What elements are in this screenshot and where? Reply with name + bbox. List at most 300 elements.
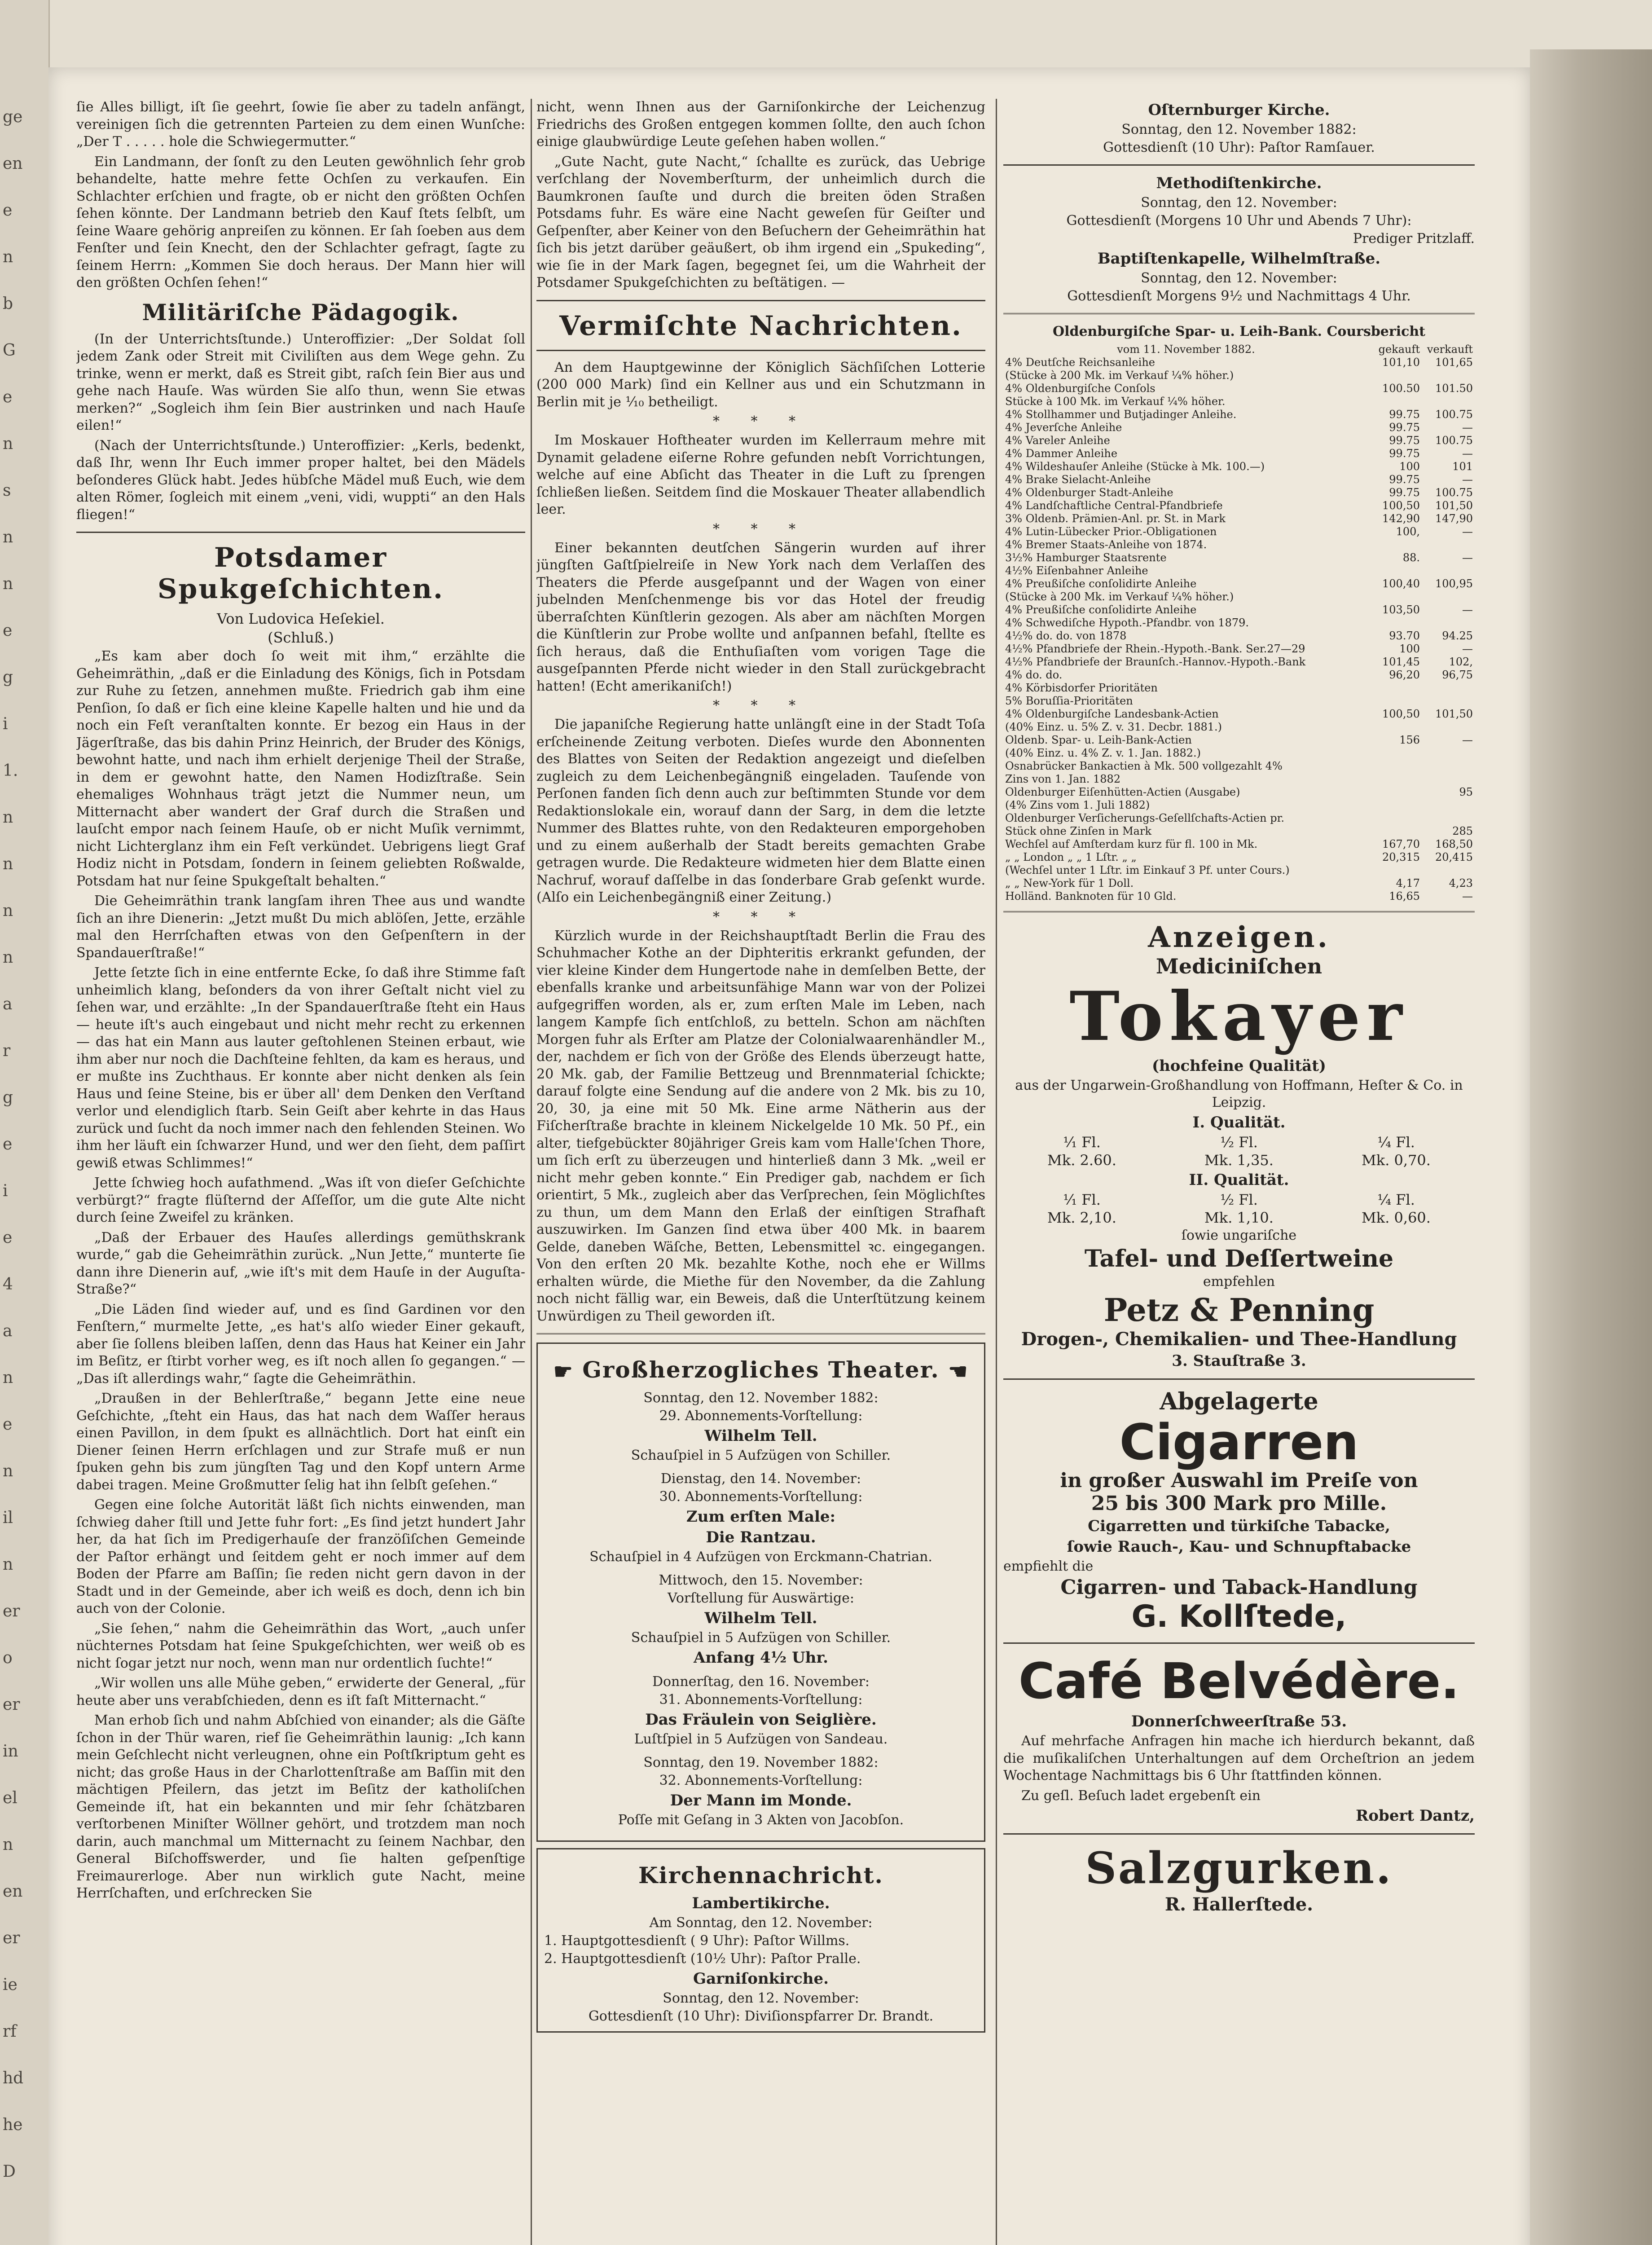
ad-cigar-title: Cigarren (1119, 1413, 1359, 1471)
price-bought: 100.50 (1382, 382, 1420, 395)
article-note: (Schluß.) (268, 629, 334, 646)
ad-quality: (hochfeine Qualität) (1152, 1057, 1326, 1075)
price-sold: 100.75 (1435, 408, 1473, 421)
price-sold: 20,415 (1435, 851, 1473, 863)
star-separator-icon: * * * (712, 414, 809, 429)
ad-shop-type: Drogen-, Chemikalien- und Thee-Handlung (1021, 1329, 1457, 1350)
theater-performances (544, 1390, 978, 1829)
margin-fragment: n (3, 1462, 13, 1480)
course-row (1003, 877, 1475, 890)
course-row (1003, 512, 1475, 525)
security-name: 4% Jeverſche Anleihe (1005, 421, 1122, 434)
price-bought: 99.75 (1389, 434, 1420, 447)
security-name: 4½% do. do. von 1878 (1005, 629, 1127, 642)
church-date: Sonntag, den 12. November: (1141, 195, 1337, 211)
margin-fragment: n (3, 948, 13, 967)
margin-fragment: n (3, 808, 13, 827)
price-sold (1422, 395, 1475, 408)
security-name: 4½% Pfandbriefe der Braunſch.-Hannov.-Hypoth.-Bank (1005, 656, 1306, 668)
price-sold: 95 (1459, 786, 1473, 798)
security-name: (Stücke à 200 Mk. im Verkauf ¼% höher.) (1005, 590, 1234, 603)
ad-cafe-text: Auf mehrfache Anfragen hin mache ich hierdurch bekannt, daß die muſikaliſchen Unterhaltungen auf dem Orcheſtrion an jedem Wochentage Nachmittags bis 6 Uhr ſtattfinden können. (1003, 1733, 1475, 1783)
margin-fragment: er (3, 1695, 20, 1714)
performance-line: Donnerſtag, den 16. November: (652, 1674, 870, 1690)
margin-fragment: n (3, 528, 13, 546)
service-line: 1. Hauptgottesdienſt ( 9 Uhr): Paſtor Willms. (544, 1933, 850, 1949)
ad-wines: Tafel- und Deſſertweine (1084, 1245, 1394, 1272)
star-separator-icon: * * * (712, 909, 809, 925)
price-bought: 99.75 (1389, 408, 1420, 421)
margin-fragment: e (3, 388, 13, 406)
margin-fragment: e (3, 201, 13, 220)
price-bought (1369, 369, 1422, 382)
price-bought (1369, 786, 1422, 799)
article-title: Potsdamer Spukgeſchichten. (158, 542, 444, 605)
margin-fragment: a (3, 995, 13, 1013)
margin-fragment: r (3, 1042, 11, 1060)
price-sold: — (1462, 447, 1473, 460)
price-sold: 4,23 (1449, 877, 1473, 889)
paragraph: „Draußen in der Behlerſtraße,“ begann Jette eine neue Geſchichte, „ſteht ein Haus, das hat nach dem Waſſer heraus einen Pavillon, in dem ſpukt es allnächtlich. Dort hat einſt ein Diener ſeinen Herrn erſchlagen und zur Strafe muß er nun ſpuken gehn bis zum jüngſten Tag und den Kopf untern Arme dabei tragen. Meine Großmutter ſelig hat ihn ſelbſt geſehen.“ (76, 1391, 525, 1493)
price-sold: — (1462, 525, 1473, 538)
margin-fragment: el (3, 1789, 18, 1807)
performance (544, 1572, 978, 1667)
course-row (1003, 434, 1475, 447)
price-bought: 100 (1399, 643, 1420, 655)
performance-line: Schauſpiel in 5 Aufzügen von Schiller. (631, 1448, 891, 1463)
price-sold: 285 (1452, 825, 1473, 837)
price-bought (1369, 812, 1422, 825)
price-bought (1369, 760, 1422, 773)
price-sold: 100.75 (1435, 486, 1473, 499)
course-row (1003, 447, 1475, 460)
column-header-bought: gekauft (1378, 343, 1420, 356)
security-name: 4% Oldenburgiſche Landesbank-Actien (1005, 708, 1219, 720)
price-sold (1422, 590, 1475, 603)
course-row (1003, 643, 1475, 656)
price-bought: 100 (1399, 460, 1420, 473)
margin-fragment: en (3, 154, 23, 173)
security-name: Stück ohne Zinſen in Mark (1005, 825, 1151, 837)
course-row (1003, 669, 1475, 682)
paragraph: „Wir wollen uns alle Mühe geben,“ erwiderte der General, „für heute aber uns verabſchieden, denn es iſt faſt Mitternacht.“ (76, 1675, 525, 1708)
course-row (1003, 695, 1475, 708)
course-row (1003, 786, 1475, 799)
price-bought: 101,10 (1382, 356, 1420, 369)
column-3 (1003, 99, 1475, 2245)
margin-fragment: n (3, 1555, 13, 1574)
performance (544, 1390, 978, 1464)
performance-line: Poſſe mit Geſang in 3 Akten von Jacobſon. (618, 1812, 904, 1828)
paragraph: Ein Landmann, der ſonſt zu den Leuten gewöhnlich ſehr grob behandelte, hatte mehre fette Ochſen zu verkaufen. Ein Schlachter erſchien und fragte, ob er nicht den größten Ochſen ſehen könnte. Der Landmann betrieb den Kauf ſtets ſelbſt, um ſeine Waare gehörig anpreiſen zu können. Er ſah ſoeben aus dem Fenſter und ſein Knecht, den der Schlachter gefragt, ſagte zu ſeinem Herrn: „Kommen Sie doch heraus. Der Mann hier will den größten Ochſen ſehen!“ (76, 154, 525, 291)
margin-fragment: ge (3, 108, 23, 126)
margin-fragment: 1. (3, 762, 18, 780)
performance-line: Das Fräulein von Seiglière. (645, 1711, 877, 1729)
church-name: Lambertikirche. (692, 1894, 830, 1912)
course-row (1003, 721, 1475, 734)
performance-line: Wilhelm Tell. (704, 1609, 817, 1627)
course-row (1003, 473, 1475, 486)
paragraph: Gegen eine ſolche Autorität läßt ſich nichts einwenden, man ſchwieg daher ſtill und Jette fuhr fort: „Es ſind jetzt hundert Jahr her, da hat ſich im Predigerhauſe der franzöſiſchen Gemeinde der Paſtor erhängt und ſeitdem geht er noch immer auf dem Boden der Pfarre am Baſſin; ſie reden nicht gern davon in der Stadt und in der Gemeinde, aber ich weiß es doch, denn ich bin auch von der Colonie. (76, 1497, 525, 1616)
course-row (1003, 851, 1475, 864)
margin-fragment: g (3, 668, 13, 687)
performance-line: Sonntag, den 19. November 1882: (643, 1755, 879, 1770)
security-name: 4% Lutin-Lübecker Prior.-Obligationen (1005, 525, 1217, 538)
course-row (1003, 682, 1475, 695)
price-bought: 99.75 (1389, 421, 1420, 434)
church-date: Am Sonntag, den 12. November: (649, 1915, 873, 1931)
price-sold: 102, (1449, 656, 1473, 668)
price-bought: 16,65 (1389, 890, 1420, 902)
security-name: (4% Zins vom 1. Juli 1882) (1005, 799, 1150, 811)
service-line: 2. Hauptgottesdienſt (10½ Uhr): Paſtor Pralle. (544, 1951, 861, 1967)
adjacent-page-margin (0, 0, 50, 2245)
separator (1003, 1378, 1475, 1380)
price-bought (1369, 747, 1422, 760)
course-row (1003, 538, 1475, 551)
course-row (1003, 616, 1475, 629)
price-sold: 100.75 (1435, 434, 1473, 447)
course-table (1003, 343, 1475, 903)
prices-quality-1: Mk. 2.60. Mk. 1,35. Mk. 0,70. (1047, 1152, 1431, 1169)
margin-fragment: n (3, 575, 13, 593)
paragraph: ſie Alles billigt, iſt ſie geehrt, ſowie ſie aber zu tadeln anfängt, vereinigen ſich die getrennten Parteien zu dem einen Wunſche: „Der T . . . . . hole die Schwiegermutter.“ (76, 99, 525, 150)
security-name: 4% Stollhammer und Butjadinger Anleihe. (1005, 408, 1237, 421)
star-separator-icon: * * * (712, 698, 809, 713)
paragraph: Man erhob ſich und nahm Abſchied von einander; als die Gäſte ſchon in der Thür waren, rief ſie Geheimräthin launig: „Ich kann mein Geſchlecht nicht verleugnen, ohne ein Poſtſkriptum geht es nicht; das große Haus in der Charlottenſtraße am Baſſin mit den mächtigen Pfeilern, das jetzt im Beſitz der katholiſchen Gemeinde iſt, hat ein bekannten und mir ſehr ſchätzbaren verſtorbenen Miniſter Wöllner gehört, und trotzdem man noch darin, auch manchmal um Mitternacht zu ſeinem Nachbar, den General Biſchoffswerder, und ſie halten geſpenſtige Freimaurerloge. Aber nun wirklich gute Nacht, meine Herrſchaften, und erſchrecken Sie (76, 1712, 525, 1901)
price-sold (1422, 747, 1475, 760)
service-line: Gottesdienſt (10 Uhr): Paſtor Ramſauer. (1103, 140, 1375, 155)
performance (544, 1754, 978, 1829)
security-name: 4% Bremer Staats-Anleihe von 1874. (1005, 538, 1207, 551)
pointing-hand-icon: ☛ (553, 1359, 574, 1384)
performance-line: Luſtſpiel in 5 Aufzügen von Sandeau. (634, 1731, 888, 1747)
security-name: 4% do. do. (1005, 669, 1063, 681)
performance (544, 1470, 978, 1566)
margin-fragment: hd (3, 2069, 24, 2087)
security-name: 4% Oldenburgiſche Conſols (1005, 382, 1156, 395)
separator (1003, 1642, 1475, 1644)
margin-fragment: n (3, 435, 13, 453)
course-row (1003, 369, 1475, 382)
ad-cigarettes: Cigarretten und türkiſche Tabacke, (1088, 1517, 1390, 1535)
ad-cafe-title: Café Belvédère. (1018, 1652, 1460, 1710)
performance (544, 1673, 978, 1748)
ad-tobacco-shop: Cigarren- und Taback-Handlung (1060, 1576, 1418, 1599)
ad-recommends: empfiehlt die (1003, 1558, 1094, 1574)
margin-fragment: n (3, 902, 13, 920)
security-name: Zins von 1. Jan. 1882 (1005, 773, 1121, 785)
course-rows (1003, 356, 1475, 903)
theater-title: ☛ Großherzogliches Theater. ☚ (553, 1356, 969, 1384)
price-bought (1369, 564, 1422, 577)
ad-cigar-range: in großer Auswahl im Preiſe von (1060, 1469, 1418, 1492)
margin-fragment: i (3, 1182, 8, 1200)
security-name: 4% Oldenburger Stadt-Anleihe (1005, 486, 1173, 499)
section-title: Vermiſchte Nachrichten. (559, 310, 962, 342)
performance-line: Dienstag, den 14. November: (660, 1471, 861, 1487)
price-bought (1369, 773, 1422, 786)
course-row (1003, 864, 1475, 877)
performance-line: Schauſpiel in 4 Aufzügen von Erckmann-Chatrian. (589, 1549, 932, 1565)
price-sold: — (1462, 551, 1473, 564)
service-line: Gottesdienſt (10 Uhr): Diviſionspfarrer Dr. Brandt. (588, 2008, 934, 2024)
security-name: 4% Landſchaftliche Central-Pfandbriefe (1005, 499, 1223, 512)
course-row (1003, 577, 1475, 590)
price-sold: 96,75 (1442, 669, 1473, 681)
price-sold (1422, 695, 1475, 708)
price-bought (1369, 616, 1422, 629)
security-name: 4% Wildeshauſer Anleihe (Stücke à Mk. 100.—) (1005, 460, 1265, 473)
news-item: Im Moskauer Hoftheater wurden im Kellerraum mehre mit Dynamit geladene eiſerne Rohre gefunden nebſt Vorrichtungen, welche auf eine Abſicht das Theater in die Luft zu ſprengen ſchließen ließen. Seitdem ſind die Moskauer Theater allabendlich leer. (536, 432, 985, 517)
margin-fragment: in (3, 1742, 18, 1761)
price-bought: 103,50 (1382, 603, 1420, 616)
ad-tobacco: ſowie Rauch-, Kau- und Schnupftabacke (1067, 1538, 1411, 1556)
ad-cafe-owner: Robert Dantz, (1356, 1806, 1475, 1825)
course-row (1003, 825, 1475, 838)
price-bought (1369, 825, 1422, 838)
church-date: Sonntag, den 12. November: (663, 1990, 859, 2006)
preacher: Prediger Pritzlaff. (1353, 231, 1475, 247)
margin-fragment: a (3, 1322, 13, 1340)
price-bought: 156 (1399, 734, 1420, 746)
ad-quality-2: II. Qualität. (1189, 1171, 1289, 1189)
price-bought: 88. (1402, 551, 1420, 564)
course-row (1003, 760, 1475, 773)
margin-fragment: s (3, 481, 11, 500)
course-row (1003, 356, 1475, 369)
price-sold: — (1462, 643, 1473, 655)
security-name: 4% Preußiſche conſolidirte Anleihe (1005, 603, 1197, 616)
paragraph: Jette ſchwieg hoch aufathmend. „Was iſt von dieſer Geſchichte verbürgt?“ fragte flüſternd der Aſſeſſor, um die gute Alte nicht durch ſeine Zweifel zu kränken. (76, 1175, 525, 1225)
margin-fragment: D (3, 2162, 16, 2181)
church-name: Baptiſtenkapelle, Wilhelmſtraße. (1097, 250, 1381, 268)
price-bought: 167,70 (1382, 838, 1420, 850)
service-line: Gottesdienſt Morgens 9½ und Nachmittags 4 Uhr. (1067, 288, 1411, 304)
price-bought: 100,50 (1382, 708, 1420, 720)
price-sold (1422, 616, 1475, 629)
price-sold: 101 (1452, 460, 1473, 473)
margin-fragment: ie (3, 1976, 18, 1994)
margin-fragment: i (3, 715, 8, 733)
paragraph: „Daß der Erbauer des Hauſes allerdings gemüthskrank wurde,“ gab die Geheimräthin zurück. „Nun Jette,“ munterte ſie dann ihre Dienerin auf, „wie iſt's mit dem Hauſe in der Auguſta-Straße?“ (76, 1229, 525, 1297)
security-name: 4½% Eiſenbahner Anleihe (1005, 564, 1148, 577)
ad-cafe-invite: Zu geſl. Beſuch ladet ergebenſt ein (1021, 1787, 1261, 1804)
margin-fragment: n (3, 248, 13, 266)
security-name: „ „ New-York für 1 Doll. (1005, 877, 1134, 889)
margin-fragment: b (3, 295, 13, 313)
performance-line: Mittwoch, den 15. November: (659, 1572, 863, 1588)
news-item: An dem Hauptgewinne der Königlich Sächſiſchen Lotterie (200 000 Mark) ſind ein Kellner aus und ein Schutzmann in Berlin mit je ¹⁄₁₀ betheiligt. (536, 359, 985, 410)
course-row (1003, 486, 1475, 499)
security-name: (40% Einz. u. 4% Z. v. 1. Jan. 1882.) (1005, 747, 1201, 759)
section-title: Militäriſche Pädagogik. (142, 299, 460, 326)
price-sold (1422, 864, 1475, 877)
price-bought: 100, (1396, 525, 1420, 538)
price-sold (1422, 538, 1475, 551)
price-sold: 147,90 (1435, 512, 1473, 525)
price-bought: 99.75 (1389, 447, 1420, 460)
price-bought (1369, 682, 1422, 695)
separator (1003, 313, 1475, 314)
security-name: 3% Oldenb. Prämien-Anl. pr. St. in Mark (1005, 512, 1226, 525)
security-name: 4% Brake Sielacht-Anleihe (1005, 473, 1151, 486)
price-bought: 4,17 (1396, 877, 1420, 889)
pointing-hand-icon: ☚ (948, 1359, 969, 1384)
course-row (1003, 551, 1475, 564)
church-notice (536, 1848, 985, 2033)
course-row (1003, 838, 1475, 851)
course-row (1003, 629, 1475, 643)
security-name: 4% Dammer Anleihe (1005, 447, 1118, 460)
price-bought: 93.70 (1389, 629, 1420, 642)
course-report-title: Oldenburgiſche Spar- u. Leih-Bank. Coursbericht (1052, 324, 1426, 339)
security-name: (Wechſel unter 1 Lſtr. im Einkauf 3 Pf. unter Cours.) (1005, 864, 1290, 876)
security-name: 4% Preußiſche conſolidirte Anleihe (1005, 577, 1197, 590)
ad-salz-seller: R. Hallerſtede. (1164, 1893, 1314, 1915)
column-2 (536, 99, 985, 2245)
security-name: Osnabrücker Bankactien à Mk. 500 vollgezahlt 4% (1005, 760, 1283, 772)
bottle-sizes: ¹⁄₁ Fl. ½ Fl. ¼ Fl. (1063, 1191, 1415, 1208)
separator (1003, 164, 1475, 166)
performance-line: Zum erſten Male: (686, 1508, 836, 1526)
ad-salz-title: Salzgurken. (1085, 1842, 1393, 1893)
price-sold: 101,50 (1435, 499, 1473, 512)
performance-line: Sonntag, den 12. November 1882: (643, 1390, 879, 1406)
price-sold: 168,50 (1435, 838, 1473, 850)
margin-fragment: n (3, 855, 13, 873)
ad-cigar-price: 25 bis 300 Mark pro Mille. (1091, 1492, 1387, 1515)
margin-fragment: e (3, 1415, 13, 1434)
price-bought (1369, 395, 1422, 408)
price-sold (1422, 812, 1475, 825)
price-bought (1369, 799, 1422, 812)
binding-edge (1530, 49, 1652, 2245)
price-bought (1369, 721, 1422, 734)
price-bought (1369, 695, 1422, 708)
price-sold (1422, 799, 1475, 812)
paragraph: „Es kam aber doch ſo weit mit ihm,“ erzählte die Geheimräthin, „daß er die Einladung des Königs, ſich in Potsdam zur Ruhe zu ſetzen, annehmen mußte. Friedrich gab ihm eine Penſion, ſo daß er ſich eine kleine Kapelle halten und hie und da noch ein Feſt veranſtalten konnte. Er bezog ein Haus in der Jägerſtraße, das bis dahin Prinz Heinrich, der Bruder des Königs, bewohnt hatte, und nach ihm erhielt derjenige Theil der Straße, in dem er gewohnt hatte, den Namen Hodizſtraße. Sein ehemaliges Wohnhaus trägt jetzt die Nummer neun, um Mitternacht aber wandert der Graf durch die Straßen und lauſcht empor nach ſeinem Hauſe, ob er nicht Muſik vernimmt, nicht Lichterglanz ihm ein Feſt verkündet. Uebrigens liegt Graf Hodiz nicht in Potsdam, ſondern in ſeinem geliebten Roßwalde, Potsdam hat nur ſeine Spukgeſtalt behalten.“ (76, 648, 525, 889)
performance-line: 32. Abonnements-Vorſtellung: (659, 1773, 863, 1788)
ad-cigar-aged: Abgelagerte (1160, 1388, 1318, 1415)
paragraph: „Die Läden ſind wieder auf, und es ſind Gardinen vor den Fenſtern,“ murmelte Jette, „es hat's alſo wieder Einer gekauft, aber ſie ſollens bleiben laſſen, denn das Haus hat Keiner ein Jahr im Beſitz, er ſtirbt vorher weg, es iſt noch allen ſo gegangen.“ — „Das iſt allerdings wahr,“ ſagte die Geheimräthin. (76, 1301, 525, 1387)
star-separator-icon: * * * (712, 521, 809, 537)
security-name: „ „ London „ „ 1 Lſtr. „ „ (1005, 851, 1137, 863)
course-row (1003, 773, 1475, 786)
security-name: Wechſel auf Amſterdam kurz für fl. 100 in Mk. (1005, 838, 1258, 850)
security-name: (40% Einz. u. 5% Z. v. 31. Decbr. 1881.) (1005, 721, 1222, 733)
church-name: Oſternburger Kirche. (1148, 101, 1330, 119)
price-sold (1422, 682, 1475, 695)
course-report (1003, 322, 1475, 903)
col1-intro (76, 99, 525, 292)
service-line: Gottesdienſt (Morgens 10 Uhr und Abends 7 Uhr): (1066, 213, 1412, 229)
column-1 (76, 99, 525, 2245)
margin-fragment: il (3, 1509, 13, 1527)
news-item: Einer bekannten deutſchen Sängerin wurden auf ihrer jüngſten Gaſtſpielreiſe in New York nach dem Verlaſſen des Theaters die Pferde ausgeſpannt und der Wagen von einer jubelnden Menſchenmenge bis vor das Hotel der freudig überraſchten Künſtlerin gezogen. Als aber am nächſten Morgen die Künſtlerin zur Probe wollte und anſpannen befahl, ſtellte es ſich heraus, daß die Enthuſiaſten vom vorigen Tage die ausgeſpannten Pferde nicht wieder in den Stall zurückgebracht hatten! (Echt amerikaniſch!) (536, 540, 985, 694)
prices-quality-2: Mk. 2,10. Mk. 1,10. Mk. 0,60. (1047, 1209, 1431, 1226)
margin-fragment: e (3, 621, 13, 640)
course-row (1003, 812, 1475, 825)
separator (536, 300, 985, 301)
ad-tokayer-subtitle: Mediciniſchen (1156, 954, 1322, 978)
price-sold: 101.50 (1435, 382, 1473, 395)
price-sold (1422, 369, 1475, 382)
separator (1003, 911, 1475, 912)
course-row (1003, 890, 1475, 903)
margin-fragment: en (3, 1882, 23, 1901)
security-name: 4% Vareler Anleihe (1005, 434, 1110, 447)
ad-kollstede: G. Kollſtede, (1131, 1599, 1347, 1634)
paragraph: nicht, wenn Ihnen aus der Garniſonkirche der Leichenzug Friedrichs des Großen entgegen kommen ſollte, den auch ſchon einige glaubwürdige Leute geſehen haben wollen.“ (536, 99, 985, 150)
price-sold: — (1462, 890, 1473, 902)
price-bought (1369, 590, 1422, 603)
course-row (1003, 525, 1475, 538)
course-row (1003, 499, 1475, 512)
column-rule (531, 99, 532, 2245)
performance-line: 31. Abonnements-Vorſtellung: (659, 1692, 863, 1708)
price-sold: — (1462, 603, 1473, 616)
price-sold: — (1462, 734, 1473, 746)
paragraph: Jette ſetzte ſich in eine entfernte Ecke, ſo daß ihre Stimme faſt unheimlich klang, beſonders da von ihrer Geſtalt nicht viel zu ſehen war, und erzählte: „In der Spandauerſtraße ſteht ein Haus — heute iſt's auch eingebaut und nicht mehr recht zu erkennen — das hat ein Mann aus lauter geſtohlenen Steinen erbaut, wie ihm aber nur noch die Dachſteine fehlten, da kam es heraus, und er mußte ins Zuchthaus. Er konnte aber nicht denken als ſein Haus und ſeine Steine, bis er über all' dem Denken den Verſtand verlor und elendiglich ſtarb. Sein Geiſt aber kehrte in das Haus zurück und ſucht da noch immer nach den fehlenden Steinen. Wo ihm her läuft ein ſchwarzer Hund, und wer den ſieht, dem paſſirt gewiß etwas Schlimmes!“ (76, 965, 525, 1171)
price-bought: 99.75 (1389, 486, 1420, 499)
course-row (1003, 395, 1475, 408)
price-bought: 100,50 (1382, 499, 1420, 512)
security-name: 4% Deutſche Reichsanleihe (1005, 356, 1156, 369)
news-item: Kürzlich wurde in der Reichshauptſtadt Berlin die Frau des Schuhmacher Kothe an der Diphteritis erkrankt gefunden, der vier kleine Kinder dem Hungertode nahe in demſelben Bette, der ebenfalls kranke und arbeitsunfähige Mann war von der Polizei aufgegriffen worden, als er, zum erſten Male im Leben, nach langem Kampfe ſich entſchloß, zu betteln. Schon am nächſten Morgen fuhr als Erſter am Platze der Colonialwaarenhändler M., der, nachdem er ſich von der Größe des Elends überzeugt hatte, 20 Mk. gab, der Familie Bettzeug und Brennmaterial ſchickte; darauf folgte eine Sendung auf die andere von 2 Mk. bis zu 10, 20, 30, ja eine mit 50 Mk. Eine arme Nätherin aus der Fiſcherſtraße brachte in kleinem Nickelgelde 10 Mk. 50 Pf., ein alter, tiefgebückter 80jähriger Greis kam vom Halle'ſchen Thore, um ſich erſt zu überzeugen und hinterließ dann 3 Mk. „weil er nicht mehr geben konnte.“ Ein Prediger gab, nachdem er ſich orientirt, 5 Mk., zugleich aber das Verſprechen, ſein Möglichſtes zu thun, um dem Mann den Erlaß der einſtigen Strafhaft auszuwirken. Im Ganzen ſind etwa über 400 Mk. in baarem Gelde, daneben Wäſche, Betten, Lebensmittel ꝛc. eingegangen. Von den erſten 20 Mk. bezahlte Kothe, noch ehe er Willms erhalten würde, die Miethe für den November, da die Zahlung noch nicht fällig war, ein Beweis, daß die Unterſtützung keinem Unwürdigen zu Theil geworden iſt. (536, 928, 985, 1324)
paragraph: (Nach der Unterrichtsſtunde.) Unteroffizier: „Kerls, bedenkt, daß Ihr, wenn Ihr Euch immer proper haltet, bei den Mädels beſonderes Glück habt. Jedes hübſche Mädel muß Euch, wie dem alten Römer, ſogleich mit einem „veni, vidi, wuppti“ an den Hals fliegen!“ (76, 437, 525, 523)
margin-fragment: n (3, 1369, 13, 1387)
performance-line: Die Rantzau. (706, 1528, 816, 1546)
article-body (76, 648, 525, 1902)
course-date: vom 11. November 1882. (1117, 343, 1255, 356)
paragraph: „Gute Nacht, gute Nacht,“ ſchallte es zurück, das Uebrige verſchlang der Novemberſturm, der unheimlich durch die Baumkronen ſauſte und durch die breiten öden Straßen Potsdams fuhr. Es wäre eine Nacht geweſen für Geiſter und Geſpenſter, aber Keiner von den Beſuchern der Geheimräthin hat ſich bis jetzt darüber geäußert, ob ihm irgend ein „Spukeding“, wie ſie in der Mark ſagen, begegnet ſei, um die Wahrheit der Potsdamer Spukgeſchichten zu beſtätigen. — (536, 154, 985, 291)
performance-line: 30. Abonnements-Vorſtellung: (659, 1489, 863, 1505)
price-bought: 142,90 (1382, 512, 1420, 525)
price-bought: 96,20 (1389, 669, 1420, 681)
margin-fragment: e (3, 1228, 13, 1247)
price-sold (1422, 773, 1475, 786)
separator (1003, 1833, 1475, 1835)
church-date: Sonntag, den 12. November: (1141, 270, 1337, 286)
security-name: 4% Schwediſche Hypoth.-Pfandbr. von 1879. (1005, 616, 1249, 629)
course-row (1003, 421, 1475, 434)
paragraph: Die Geheimräthin trank langſam ihren Thee aus und wandte ſich an ihre Dienerin: „Jetzt mußt Du mich ablöſen, Jette, erzähle mal den Herrſchaften etwas von den Geſpenſtern in der Spandauerſtraße!“ (76, 893, 525, 961)
course-row (1003, 734, 1475, 747)
security-name: Oldenb. Spar- u. Leih-Bank-Actien (1005, 734, 1192, 746)
church-name: Garniſonkirche. (693, 1970, 829, 1988)
margin-fragment: er (3, 1602, 20, 1620)
security-name: Oldenburger Verſicherungs-Geſellſchafts-Actien pr. (1005, 812, 1285, 824)
margin-fragment: G (3, 341, 16, 360)
news-items (536, 359, 985, 1325)
news-item: Die japaniſche Regierung hatte unlängſt eine in der Stadt Toſa erſcheinende Zeitung verboten. Dieſes wurde den Abonnenten des Blattes von Seiten der Redaktion angezeigt und dieſelben zugleich zu dem Leichenbegängniß eingeladen. Tauſende von Perſonen fanden ſich denn auch zur beſtimmten Stunde vor dem Redaktionslokale ein, worauf dann der Sarg, in dem die letzte Nummer des Blattes ruhte, von den Redakteuren emporgehoben und zu einem außerhalb der Stadt bereits gemachten Grabe getragen wurde. Die Redakteure widmeten hier dem Blatte einen Nachruf, worauf daſſelbe in das ſonderbare Grab geſenkt wurde. (Alſo ein Leichenbegängniß einer Zeitung.) (536, 717, 985, 905)
ad-tokayer-title: Tokayer (1069, 977, 1409, 1056)
price-bought (1369, 538, 1422, 551)
margin-fragment: g (3, 1088, 13, 1107)
paragraph: (In der Unterrichtsſtunde.) Unteroffizier: „Der Soldat ſoll jedem Zank oder Streit mit Civiliſten aus dem Wege gehn. Zu trinke, wenn er merkt, daß es Streit gibt, raſch ſein Bier aus und gehe nach Hauſe. Was würden Sie alſo thun, wenn Sie etwas merken?“ „Sogleich ihm ſein Bier austrinken und nach Hauſe eilen!“ (76, 331, 525, 433)
course-row (1003, 708, 1475, 721)
price-sold: 101,65 (1435, 356, 1473, 369)
church-title: Kirchennachricht. (638, 1862, 883, 1888)
ad-address: 3. Stauſtraße 3. (1172, 1352, 1306, 1370)
course-row (1003, 564, 1475, 577)
performance-line: Der Mann im Monde. (670, 1792, 852, 1809)
price-sold (1422, 721, 1475, 734)
church-date: Sonntag, den 12. November 1882: (1121, 122, 1357, 137)
security-name: 3½% Hamburger Staatsrente (1005, 551, 1167, 564)
security-name: Holländ. Banknoten für 10 Gld. (1005, 890, 1177, 902)
